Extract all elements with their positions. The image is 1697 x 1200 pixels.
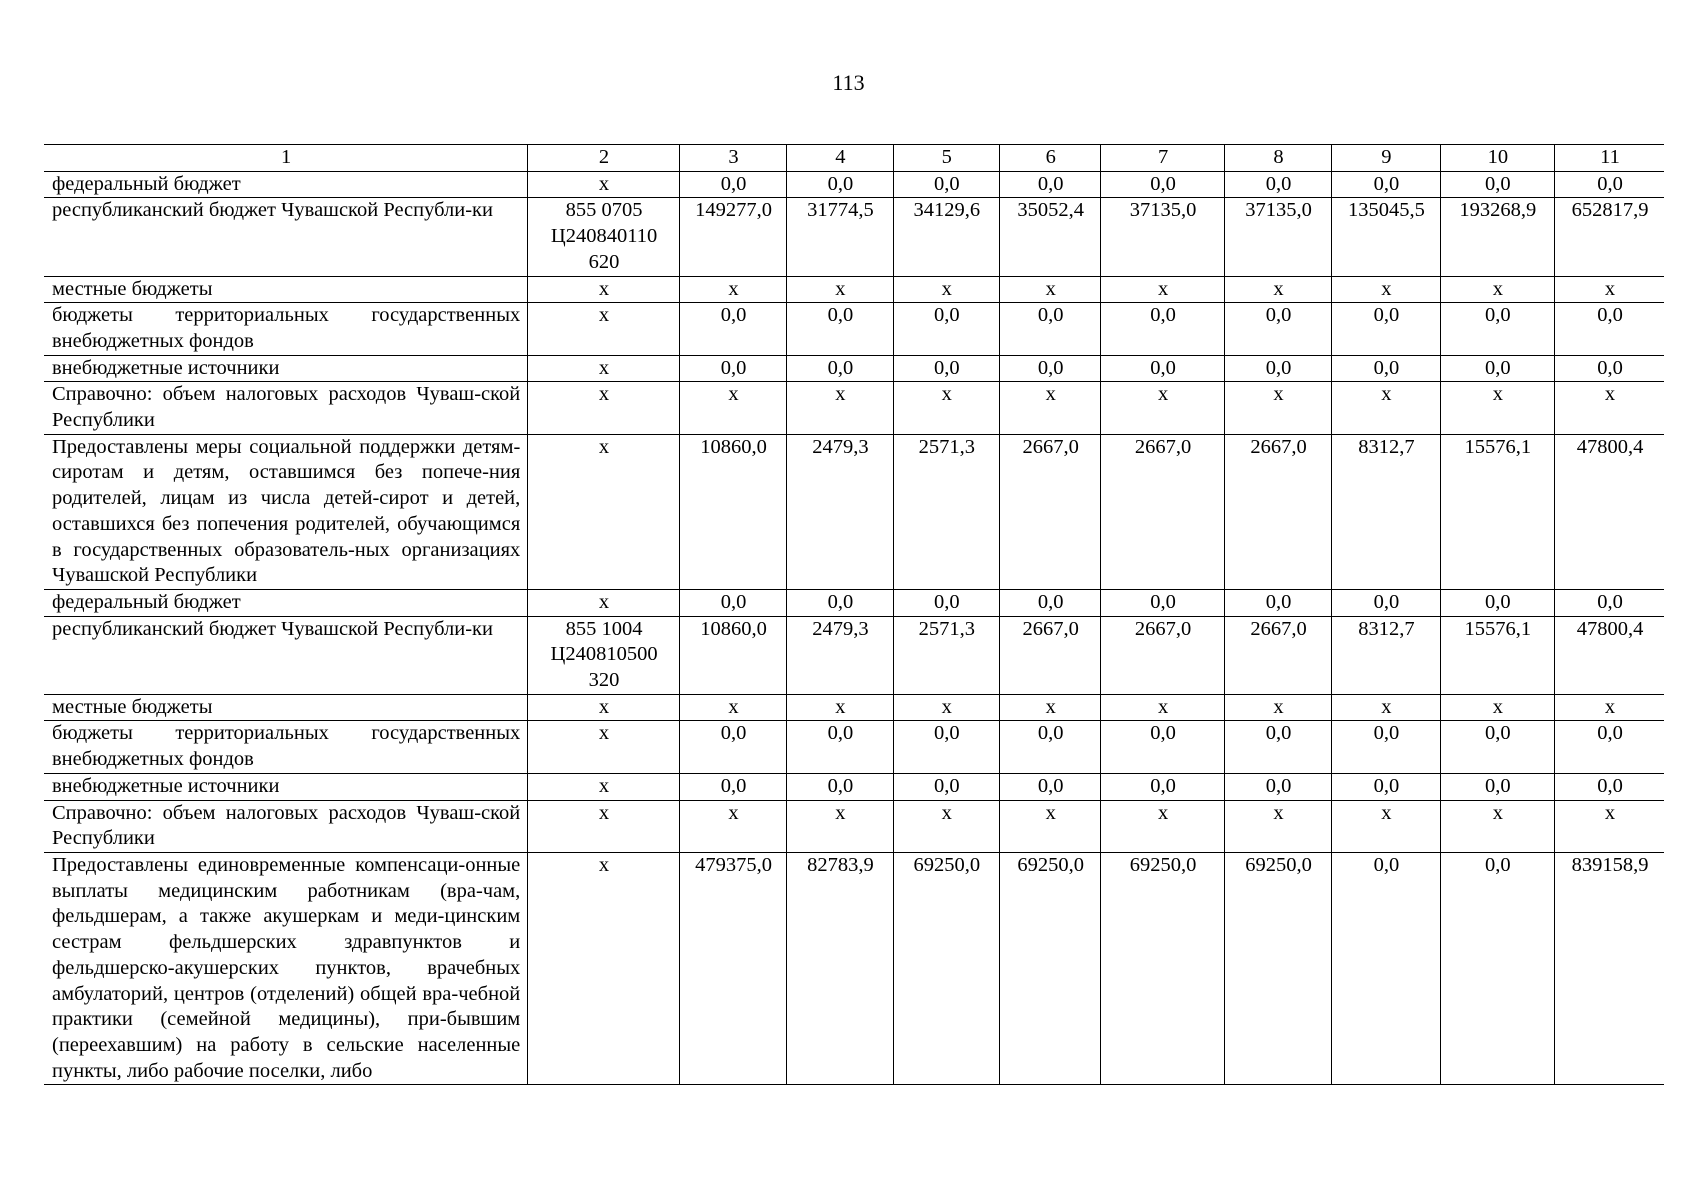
value-cell: 0,0: [1440, 773, 1554, 800]
table-row: [44, 694, 1664, 721]
budget-code: x: [528, 721, 680, 773]
value-cell: x: [1224, 382, 1331, 434]
value-cell: 2667,0: [1101, 434, 1224, 589]
column-header: 9: [1332, 145, 1440, 172]
table-row: [44, 773, 1664, 800]
value-cell: 0,0: [1440, 171, 1554, 198]
value-cell: 2479,3: [787, 616, 893, 694]
budget-code: 855 1004 Ц240810500 320: [528, 616, 680, 694]
value-cell: 0,0: [1224, 721, 1331, 773]
column-header: 3: [679, 145, 786, 172]
value-cell: 0,0: [679, 721, 786, 773]
value-cell: 149277,0: [679, 198, 786, 276]
value-cell: 15576,1: [1440, 616, 1554, 694]
value-cell: 0,0: [893, 171, 999, 198]
value-cell: x: [893, 382, 999, 434]
value-cell: 0,0: [1101, 721, 1224, 773]
budget-code: x: [528, 694, 680, 721]
table-body: [44, 145, 1664, 1085]
value-cell: 2667,0: [1101, 616, 1224, 694]
table-row: [44, 355, 1664, 382]
value-cell: x: [1555, 276, 1664, 303]
value-cell: 0,0: [1000, 171, 1101, 198]
value-cell: 69250,0: [1224, 852, 1331, 1084]
value-cell: x: [1101, 382, 1224, 434]
value-cell: 0,0: [1224, 355, 1331, 382]
row-label: местные бюджеты: [44, 694, 528, 721]
value-cell: x: [1555, 382, 1664, 434]
column-header: 2: [528, 145, 680, 172]
value-cell: 0,0: [1555, 773, 1664, 800]
budget-code: x: [528, 303, 680, 355]
value-cell: x: [1555, 694, 1664, 721]
value-cell: 0,0: [1332, 303, 1440, 355]
value-cell: 2667,0: [1000, 434, 1101, 589]
budget-code: 855 0705 Ц240840110 620: [528, 198, 680, 276]
value-cell: 0,0: [1224, 773, 1331, 800]
table-row: [44, 852, 1664, 1084]
value-cell: 15576,1: [1440, 434, 1554, 589]
value-cell: x: [1000, 276, 1101, 303]
value-cell: 0,0: [679, 171, 786, 198]
value-cell: 0,0: [1332, 171, 1440, 198]
value-cell: x: [893, 800, 999, 852]
budget-code: x: [528, 800, 680, 852]
value-cell: 69250,0: [893, 852, 999, 1084]
column-header: 6: [1000, 145, 1101, 172]
value-cell: x: [1440, 800, 1554, 852]
value-cell: 0,0: [893, 721, 999, 773]
value-cell: 0,0: [1440, 303, 1554, 355]
value-cell: x: [1440, 694, 1554, 721]
value-cell: 0,0: [1101, 589, 1224, 616]
column-header: 4: [787, 145, 893, 172]
value-cell: 0,0: [1224, 589, 1331, 616]
row-label: Справочно: объем налоговых расходов Чуваш-ской Республики: [44, 382, 528, 434]
value-cell: x: [1101, 800, 1224, 852]
table-row: [44, 616, 1664, 694]
value-cell: 0,0: [1555, 721, 1664, 773]
header-row: [44, 145, 1664, 172]
value-cell: 0,0: [787, 171, 893, 198]
value-cell: 0,0: [1101, 303, 1224, 355]
column-header: 11: [1555, 145, 1664, 172]
value-cell: x: [1000, 694, 1101, 721]
row-label: бюджеты территориальных государственных внебюджетных фондов: [44, 721, 528, 773]
table-row: [44, 721, 1664, 773]
value-cell: 0,0: [1332, 589, 1440, 616]
table-row: [44, 276, 1664, 303]
value-cell: 0,0: [1101, 355, 1224, 382]
value-cell: 0,0: [1000, 303, 1101, 355]
value-cell: 0,0: [1224, 171, 1331, 198]
value-cell: x: [893, 276, 999, 303]
value-cell: 10860,0: [679, 616, 786, 694]
value-cell: x: [679, 694, 786, 721]
value-cell: 0,0: [679, 589, 786, 616]
column-header: 8: [1224, 145, 1331, 172]
value-cell: x: [1332, 800, 1440, 852]
value-cell: 47800,4: [1555, 434, 1664, 589]
value-cell: x: [1224, 694, 1331, 721]
row-label: местные бюджеты: [44, 276, 528, 303]
value-cell: x: [1101, 694, 1224, 721]
value-cell: 0,0: [1332, 721, 1440, 773]
value-cell: 0,0: [1555, 355, 1664, 382]
page-number: 113: [832, 70, 865, 95]
value-cell: 37135,0: [1224, 198, 1331, 276]
value-cell: 10860,0: [679, 434, 786, 589]
budget-code: x: [528, 171, 680, 198]
value-cell: x: [1224, 276, 1331, 303]
value-cell: x: [679, 800, 786, 852]
budget-code: x: [528, 276, 680, 303]
value-cell: 2479,3: [787, 434, 893, 589]
budget-table: [44, 144, 1664, 1085]
row-label: Справочно: объем налоговых расходов Чуваш-ской Республики: [44, 800, 528, 852]
value-cell: 31774,5: [787, 198, 893, 276]
value-cell: 193268,9: [1440, 198, 1554, 276]
value-cell: 69250,0: [1101, 852, 1224, 1084]
value-cell: 69250,0: [1000, 852, 1101, 1084]
value-cell: x: [787, 276, 893, 303]
budget-code: x: [528, 382, 680, 434]
value-cell: 0,0: [679, 355, 786, 382]
value-cell: 0,0: [1332, 852, 1440, 1084]
value-cell: 0,0: [893, 303, 999, 355]
value-cell: x: [679, 276, 786, 303]
value-cell: 47800,4: [1555, 616, 1664, 694]
value-cell: x: [679, 382, 786, 434]
value-cell: x: [1440, 382, 1554, 434]
value-cell: 2667,0: [1224, 434, 1331, 589]
value-cell: 2571,3: [893, 616, 999, 694]
value-cell: 652817,9: [1555, 198, 1664, 276]
table-row: [44, 171, 1664, 198]
value-cell: 0,0: [1101, 773, 1224, 800]
budget-code: x: [528, 773, 680, 800]
budget-code: x: [528, 852, 680, 1084]
value-cell: 0,0: [893, 355, 999, 382]
value-cell: 34129,6: [893, 198, 999, 276]
value-cell: 0,0: [1332, 773, 1440, 800]
column-header: 1: [44, 145, 528, 172]
table-row: [44, 198, 1664, 276]
column-header: 7: [1101, 145, 1224, 172]
budget-code: x: [528, 589, 680, 616]
value-cell: 82783,9: [787, 852, 893, 1084]
row-label: внебюджетные источники: [44, 773, 528, 800]
value-cell: x: [1332, 694, 1440, 721]
column-header: 10: [1440, 145, 1554, 172]
table-row: [44, 800, 1664, 852]
value-cell: 0,0: [1440, 355, 1554, 382]
value-cell: x: [787, 382, 893, 434]
budget-code: x: [528, 434, 680, 589]
value-cell: 8312,7: [1332, 616, 1440, 694]
value-cell: 839158,9: [1555, 852, 1664, 1084]
value-cell: 0,0: [1000, 721, 1101, 773]
value-cell: 0,0: [679, 303, 786, 355]
value-cell: 0,0: [787, 773, 893, 800]
table-row: [44, 589, 1664, 616]
value-cell: 0,0: [893, 589, 999, 616]
value-cell: 0,0: [1224, 303, 1331, 355]
value-cell: 0,0: [1440, 589, 1554, 616]
value-cell: x: [1332, 382, 1440, 434]
value-cell: x: [787, 694, 893, 721]
value-cell: 0,0: [1440, 852, 1554, 1084]
value-cell: 0,0: [1555, 589, 1664, 616]
value-cell: 0,0: [1000, 773, 1101, 800]
row-label: внебюджетные источники: [44, 355, 528, 382]
value-cell: 8312,7: [1332, 434, 1440, 589]
value-cell: 0,0: [787, 303, 893, 355]
value-cell: 479375,0: [679, 852, 786, 1084]
value-cell: 0,0: [1555, 303, 1664, 355]
value-cell: 0,0: [1555, 171, 1664, 198]
value-cell: 0,0: [1332, 355, 1440, 382]
value-cell: 0,0: [893, 773, 999, 800]
value-cell: x: [1555, 800, 1664, 852]
value-cell: 37135,0: [1101, 198, 1224, 276]
value-cell: x: [1440, 276, 1554, 303]
row-label: федеральный бюджет: [44, 171, 528, 198]
value-cell: 0,0: [679, 773, 786, 800]
table-row: [44, 382, 1664, 434]
value-cell: 35052,4: [1000, 198, 1101, 276]
budget-code: x: [528, 355, 680, 382]
row-label: федеральный бюджет: [44, 589, 528, 616]
value-cell: x: [1332, 276, 1440, 303]
row-label: Предоставлены единовременные компенсаци-онные выплаты медицинским работникам (вра-чам, фельдшерам, а также акушеркам и меди-цинским сестрам фельдшерских здравпунктов и фельдшерско-акушерских пунктов, врачебных амбулаторий, центров (отделений) общей вра-чебной практики (семейной медицины), при-бывшим (переехавшим) на работу в сельские населенные пункты, либо рабочие поселки, либо: [44, 852, 528, 1084]
value-cell: x: [1000, 382, 1101, 434]
value-cell: 0,0: [1440, 721, 1554, 773]
value-cell: 2667,0: [1224, 616, 1331, 694]
value-cell: 0,0: [1000, 589, 1101, 616]
row-label: бюджеты территориальных государственных внебюджетных фондов: [44, 303, 528, 355]
value-cell: 0,0: [787, 721, 893, 773]
row-label: республиканский бюджет Чувашской Республи-ки: [44, 616, 528, 694]
value-cell: 0,0: [1000, 355, 1101, 382]
value-cell: x: [893, 694, 999, 721]
value-cell: x: [1000, 800, 1101, 852]
row-label: Предоставлены меры социальной поддержки детям-сиротам и детям, оставшимся без попече-ния родителей, лицам из числа детей-сирот и детей, оставшихся без попечения родителей, обучающимся в государственных образователь-ных организациях Чувашской Республики: [44, 434, 528, 589]
column-header: 5: [893, 145, 999, 172]
table-row: [44, 434, 1664, 589]
value-cell: 135045,5: [1332, 198, 1440, 276]
value-cell: x: [1224, 800, 1331, 852]
row-label: республиканский бюджет Чувашской Республи-ки: [44, 198, 528, 276]
value-cell: 0,0: [787, 355, 893, 382]
table-row: [44, 303, 1664, 355]
value-cell: x: [787, 800, 893, 852]
value-cell: 2571,3: [893, 434, 999, 589]
value-cell: x: [1101, 276, 1224, 303]
value-cell: 2667,0: [1000, 616, 1101, 694]
value-cell: 0,0: [787, 589, 893, 616]
value-cell: 0,0: [1101, 171, 1224, 198]
